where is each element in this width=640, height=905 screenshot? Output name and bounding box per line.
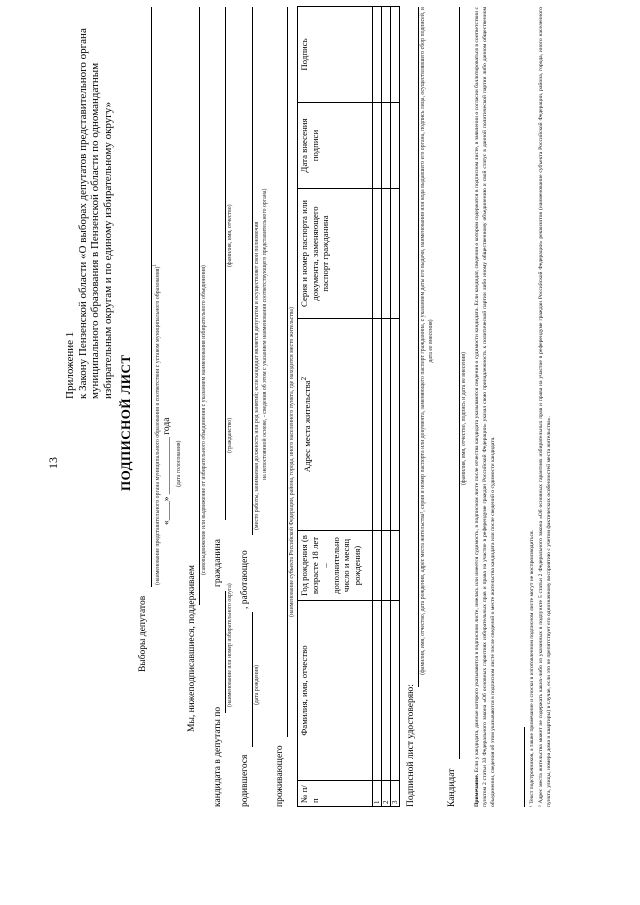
appendix-line-4: избирательным округам и по единому избирательному округу»	[101, 101, 114, 399]
col-header-sign-date: Дата внесения подписи	[298, 103, 373, 189]
footnote-1: ¹ Текст подстрочников, а также примечание и сноски в изготовленном подписном листе могут не воспроизводиться.	[529, 530, 535, 807]
caption-body-name: (наименование представительного органа муниципального образования в соответствии с уставом муниципального образования)$^1$	[153, 264, 161, 585]
table-header-row	[298, 7, 373, 807]
page-number: 13	[46, 457, 60, 469]
certify-label: Подписной лист удостоверяю:	[406, 684, 416, 807]
cell-address[interactable]	[373, 319, 382, 531]
appendix-line-1: Приложение 1	[64, 331, 76, 399]
cell-sign-date[interactable]	[391, 103, 400, 189]
election-label: Выборы депутатов	[138, 595, 148, 672]
cell-signature[interactable]	[373, 7, 382, 103]
cell-birth-year[interactable]	[382, 531, 391, 601]
caption-certify: (фамилия, имя, отчество, дата рождения, адрес места жительства², серия и номер паспорта или документа, заменяющего паспорт гражданина, с указанием даты его выдачи, наименования или кода выдавшего его органа, подпись лица, осуществлявшего сбор подписей, и дата ее внесения)	[420, 7, 434, 675]
birthdate-line	[252, 612, 253, 747]
cell-birth-year[interactable]	[391, 531, 400, 601]
col-header-number: № п/п	[298, 781, 373, 807]
signatures-table	[297, 6, 400, 807]
caption-candidate-sign: (фамилия, имя, отчество, подпись и дата ее внесения)	[461, 352, 467, 485]
appendix-header	[64, 28, 114, 399]
candidate-name-line	[225, 7, 226, 520]
cell-sign-date[interactable]	[373, 103, 382, 189]
cell-signature[interactable]	[391, 7, 400, 103]
caption-fio: (фамилия, имя, отчество)	[227, 204, 233, 267]
table-row	[382, 7, 391, 807]
note-body: Если у кандидата, данные которого указываются в подписном листе, имелась или имеется судимость, в подписном листе после отчества кандидата указываются сведения о судимости кандидата. Если кандидат, сведения о котором содержатся в подписном листе, в заявлении о согласии баллотироваться в соответствии с пунктом 2 статьи 33 Федерального закона «Об основных гарантиях избирательных прав и права на участие в референдуме граждан Российской Федерации» указал свою принадлежность к политической партии либо иному общественному объединению и свой статус в данной политической партии либо данном общественном объединении, сведения об этом указываются в подписном листе после сведений о месте жительства кандидата или после сведений о судимости кандидата.	[474, 7, 497, 807]
document-title: ПОДПИСНОЙ ЛИСТ	[118, 354, 133, 491]
work-line	[252, 7, 253, 535]
caption-birthdate: (дата рождения)	[254, 665, 260, 705]
caption-citizenship: (гражданство)	[227, 417, 233, 453]
cell-address[interactable]	[382, 319, 391, 531]
caption-election-date: (дата голосования)	[176, 440, 182, 487]
cell-sign-date[interactable]	[382, 103, 391, 189]
cell-fio[interactable]	[373, 601, 382, 781]
row-number: 1	[373, 781, 382, 807]
born-label: родившегося	[240, 754, 250, 807]
cell-passport[interactable]	[382, 189, 391, 319]
caption-work: (место работы, занимаемая должность или род занятий; если кандидат является депутатом и осуществляет свои полномочия	[254, 221, 260, 530]
cell-passport[interactable]	[391, 189, 400, 319]
body-name-line	[151, 7, 152, 587]
col-header-address: Адрес места жительства$^2$	[298, 319, 373, 531]
caption-district: (наименование или номер избирательного округа)	[227, 583, 233, 707]
citizenship-word: гражданина	[213, 539, 223, 587]
row-number: 2	[382, 781, 391, 807]
col-header-signature: Подпись	[298, 7, 373, 103]
appendix-line-3: муниципального образования в Пензенской области по одномандатным	[89, 62, 101, 399]
footnote-separator	[524, 727, 525, 807]
candidate-sign-line	[459, 7, 460, 759]
col-header-birth-year: Год рождения (в возрасте 18 лет – дополнительно число и месяц рождения)	[298, 531, 373, 601]
table-row	[373, 7, 382, 807]
caption-nomination: (самовыдвижение или выдвижение от избирательного объединения с указанием наименования избирательного объединения)	[201, 265, 207, 575]
appendix-line-2: к Закону Пензенской области «О выборах депутатов представительного органа	[76, 28, 89, 399]
row-number: 3	[391, 781, 400, 807]
note-paragraph	[473, 7, 498, 807]
candidate-label: кандидата в депутаты по	[213, 706, 223, 807]
certify-line	[418, 7, 419, 687]
cell-passport[interactable]	[373, 189, 382, 319]
election-date: «____» ____________ года	[162, 417, 172, 525]
residence-line	[287, 7, 288, 737]
cell-address[interactable]	[391, 319, 400, 531]
residing-label: проживающего	[275, 745, 285, 807]
caption-residence: (наименование субъекта Российской Федерации, района, города, иного населенного пункта, где находится место жительства)	[289, 307, 295, 617]
working-label: , работающего	[240, 550, 250, 609]
col-header-passport: Серия и номер паспорта или документа, заменяющего паспорт гражданина	[298, 189, 373, 319]
cell-fio[interactable]	[382, 601, 391, 781]
nomination-line	[199, 7, 200, 605]
table-row	[391, 7, 400, 807]
note-title: Примечание.	[474, 773, 480, 807]
cell-birth-year[interactable]	[373, 531, 382, 601]
caption-work-2: на непостоянной основе, - сведения об этом с указанием наименования соответствующего представительного органа)	[262, 188, 268, 480]
cell-signature[interactable]	[382, 7, 391, 103]
candidate-sign-label: Кандидат	[447, 768, 457, 807]
footnote-2: ² Адрес места жительства может не содержать каких-либо из указанных в подпункте 5 статьи 2 Федерального закона «Об основных гарантиях избирательных прав и права на участие в референдуме граждан Российской Федерации» реквизитов (наименование субъекта Российской Федерации, района, города, иного населенного пункта, улицы, номера дома и квартиры) в случае, если это не препятствует его однозначному восприятию с учетом фактических особенностей места жительства».	[538, 7, 553, 807]
district-line	[225, 591, 226, 713]
col-header-fio: Фамилия, имя, отчество	[298, 601, 373, 781]
we-support-label: Мы, нижеподписавшиеся, поддерживаем	[187, 565, 197, 732]
cell-fio[interactable]	[391, 601, 400, 781]
